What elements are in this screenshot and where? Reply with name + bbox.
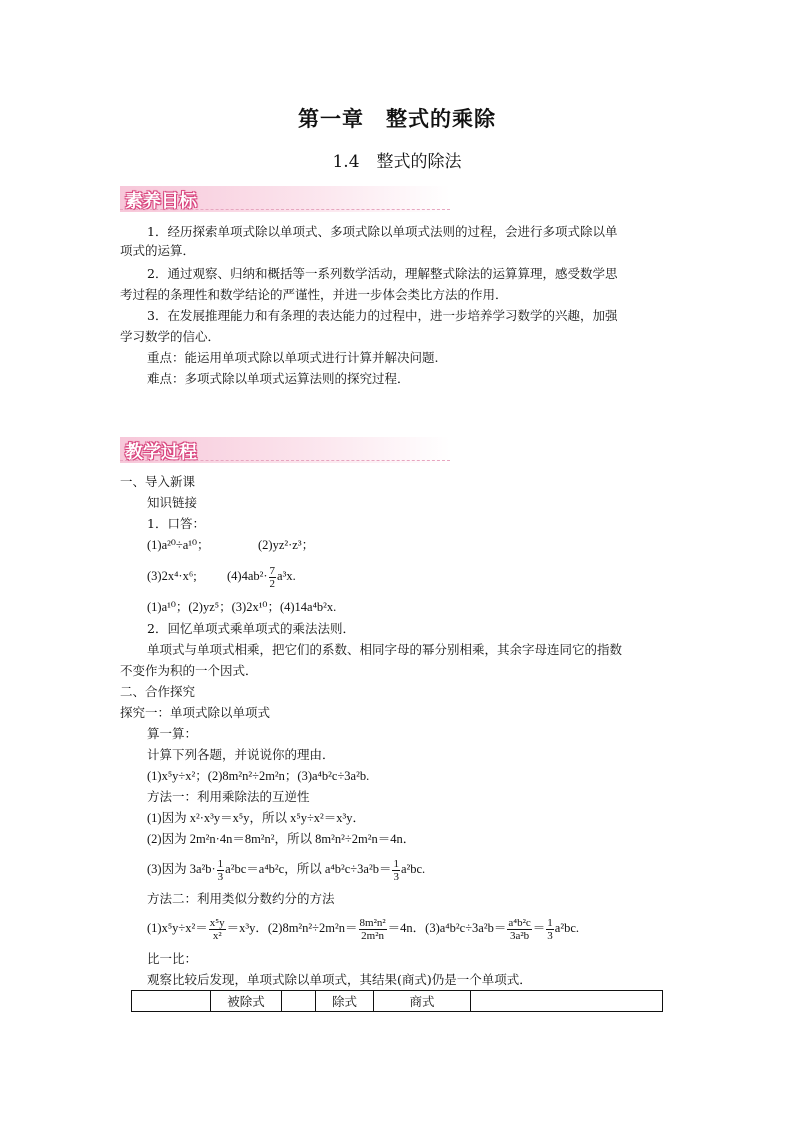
process-banner-label: 教学过程	[125, 442, 197, 463]
rule-line-1: 单项式与单项式相乘，把它们的系数、相同字母的幂分别相乘，其余字母连同它的指数	[147, 642, 623, 657]
task-text: 计算下列各题，并说说你的理由．	[147, 747, 335, 762]
fraction-denominator: 3	[217, 870, 224, 883]
goal-3-line-2: 学习数学的信心．	[120, 329, 221, 344]
method-1-step-3	[147, 851, 425, 887]
method-2-part-a: (1)x⁵y÷x²＝	[147, 921, 208, 935]
method-2-line	[147, 910, 579, 946]
section-1-heading: 一、导入新课	[120, 474, 196, 489]
table-header-cell	[471, 991, 663, 1012]
method-2-part-e: a²bc.	[554, 921, 579, 935]
method-1-step-2: (2)因为 2m²n·4n＝8m²n²，所以 8m²n²÷2m²n＝4n．	[147, 832, 416, 846]
rule-line-2: 不变作为积的一个因式．	[120, 663, 258, 678]
method-2-part-c: ＝4n．(3)a⁴b²c÷3a²b＝	[387, 921, 507, 935]
knowledge-link: 知识链接	[147, 495, 198, 510]
method-1-title: 方法一：利用乘除法的互逆性	[147, 789, 310, 804]
question-4-denominator: 2	[269, 577, 276, 590]
method-1-step-3-part-c: a²bc.	[400, 862, 426, 876]
question-4	[227, 558, 296, 594]
fraction-numerator: 1	[217, 857, 224, 870]
question-4-part-a: (4)4ab²·	[227, 569, 268, 583]
table-header-cell	[282, 991, 316, 1012]
problems-line: (1)x⁵y÷x²；(2)8m²n²÷2m²n；(3)a⁴b²c÷3a²b.	[147, 769, 370, 783]
fraction-denominator: 3a²b	[507, 929, 531, 942]
fraction-denominator: 2m²n	[359, 929, 387, 942]
method-2-part-d: ＝	[532, 921, 546, 935]
section-2-heading: 二、合作探究	[120, 684, 196, 699]
table-header-quotient: 商式	[374, 991, 471, 1012]
goal-2-line-2: 考过程的条理性和数学结论的严谨性，并进一步体会类比方法的作用．	[120, 287, 508, 302]
method-2-title: 方法二：利用类似分数约分的方法	[147, 891, 335, 906]
fraction-denominator: 3	[393, 870, 399, 883]
goals-banner	[120, 186, 450, 212]
goal-2-line-1: 2．通过观察、归纳和概括等一系列数学活动，理解整式除法的运算算理，感受数学思	[147, 266, 618, 281]
method-1-step-3-fraction-1	[217, 858, 225, 883]
goals-banner-label: 素养目标	[125, 191, 197, 212]
fraction-numerator: a⁴b²c	[508, 916, 531, 929]
question-4-numerator: 7	[269, 564, 276, 577]
chapter-title: 第一章 整式的乘除	[298, 107, 496, 131]
method-2-fraction-3	[507, 917, 531, 942]
method-1-step-1: (1)因为 x²·x³y＝x⁵y，所以 x⁵y÷x²＝x³y．	[147, 811, 366, 825]
method-2-part-b: ＝x³y．(2)8m²n²÷2m²n＝	[226, 921, 358, 935]
fraction-numerator: 1	[547, 916, 553, 929]
recall-rule: 2．回忆单项式乘单项式的乘法法则．	[147, 621, 355, 636]
question-4-fraction	[269, 565, 277, 590]
method-2-fraction-4	[546, 917, 554, 942]
method-1-step-3-part-a: (3)因为 3a²b·	[147, 862, 216, 876]
comparison-table	[131, 990, 663, 1012]
explore-1-title: 探究一：单项式除以单项式	[120, 705, 271, 720]
question-3: (3)2x⁴·x⁶;	[147, 569, 197, 583]
section-title: 1.4 整式的除法	[332, 152, 462, 172]
method-1-step-3-part-b: a²bc＝a⁴b²c，所以 a⁴b²c÷3a²b＝	[225, 862, 392, 876]
process-banner	[120, 437, 450, 463]
goal-1-line-2: 项式的运算．	[120, 243, 196, 258]
fraction-numerator: 1	[393, 857, 399, 870]
table-header-dividend: 被除式	[211, 991, 282, 1012]
question-1: (1)a²⁰÷a¹⁰；	[147, 538, 210, 552]
method-1-step-3-fraction-2	[392, 858, 400, 883]
goal-3-line-1: 3．在发展推理能力和有条理的表达能力的过程中，进一步培养学习数学的兴趣，加强	[147, 308, 618, 323]
method-2-fraction-2	[359, 917, 387, 942]
table-header-divisor: 除式	[316, 991, 374, 1012]
fraction-denominator: x²	[209, 929, 226, 942]
key-point: 重点：能运用单项式除以单项式进行计算并解决问题.	[147, 350, 439, 365]
question-2: (2)yz²·z³；	[258, 538, 315, 552]
calc-label: 算一算：	[147, 726, 198, 741]
fraction-denominator: 3	[547, 929, 553, 942]
fraction-numerator: 8m²n²	[359, 916, 386, 929]
goal-1-line-1: 1．经历探索单项式除以单项式、多项式除以单项式法则的过程，会进行多项式除以单	[147, 224, 618, 239]
table-header-row	[132, 991, 663, 1012]
oral-answer-label: 1．口答：	[147, 516, 205, 531]
answers-line: (1)a¹⁰；(2)yz⁵；(3)2x¹⁰；(4)14a⁴b²x.	[147, 600, 337, 614]
method-2-fraction-1	[209, 917, 226, 942]
difficulty-point: 难点：多项式除以单项式运算法则的探究过程．	[147, 371, 410, 386]
observation-text: 观察比较后发现，单项式除以单项式，其结果(商式)仍是一个单项式．	[147, 972, 532, 987]
compare-label: 比一比：	[147, 951, 198, 966]
fraction-numerator: x⁵y	[209, 916, 225, 929]
table-header-cell	[132, 991, 211, 1012]
question-4-part-b: a³x.	[277, 569, 296, 583]
